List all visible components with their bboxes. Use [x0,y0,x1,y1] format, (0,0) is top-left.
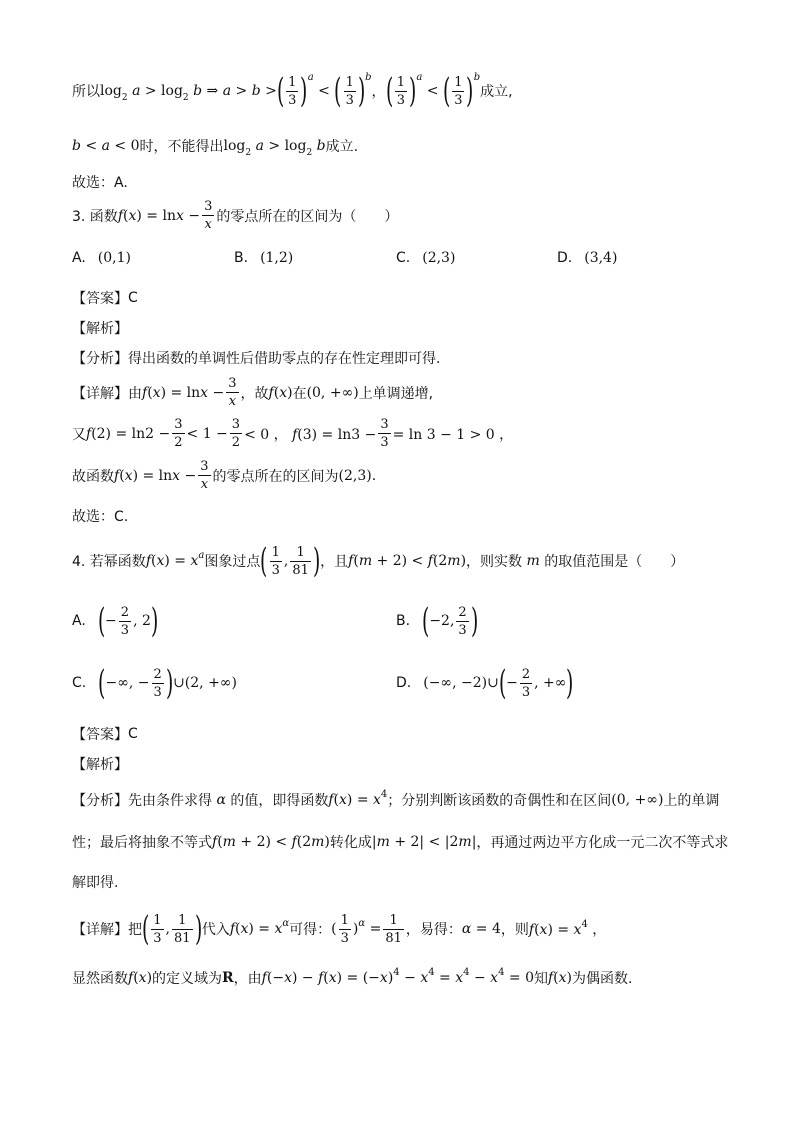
text: ，故 [240,385,269,402]
text: 先由条件求得 [128,793,212,809]
text: 图象过点 [204,554,261,570]
question-number: 3. 函数 [72,208,118,225]
option-value: (1,2) [260,250,294,266]
text: 成立, [480,84,513,100]
option-value: (0,1) [97,250,131,266]
solution-line-2: b < a < 0 时，不能得出 $\log_2 a > \log_2 b$ 成立. [72,138,359,158]
text: ，由 [233,971,262,987]
option-value: (3,4) [584,250,618,266]
text: 成立. [325,139,359,155]
text: 转化成 [329,835,372,851]
option-b[interactable] [234,250,293,266]
text: R [222,970,234,986]
fenxi-line [72,348,440,368]
option-b[interactable]: B. ( −2, $\frac{2}{3}$ ) [396,601,478,641]
detail-line-2: 显然函数 f(x) 的定义域为 R ，由 $f(-x) - f(x) = (-x)^4 - x^4 = x^4 - x^4 = 0$ 知 f(x) 为偶函数. [72,967,633,987]
detail-line-1: 【详解】 把 ( $\frac{1}{3}$ , $\frac{1}{81}$ ) 代入 $f(x) = x^\alpha$ 可得： ( $\frac{1}{3}$ )$^\alpha$ = $\frac{1}{81}$ ，易得： α = 4 ，则 $f(x) = x^4$ ， [72,909,607,949]
text: 时，不能得出 [139,139,224,155]
fenxi-tag: 【分析】 [72,351,128,367]
text: 知 [533,971,548,987]
text: (2,3). [338,467,377,484]
text: 的值，即得函数 [230,793,329,809]
text: 在 [292,385,307,402]
text: 可得： [289,922,332,938]
fenxi-text: 得出函数的单调性后借助零点的存在性定理即可得. [128,351,441,367]
text: ，再通过两边平方化成一元二次不等式求 [476,835,729,851]
option-label: C. [72,675,87,691]
detail-line-3: 故函数 f(x) = lnx − $\frac{3}{x}$ 的零点所在的区间为 (2,3). [72,459,377,492]
answer-value: C [128,726,138,742]
answer-value: C [128,290,138,306]
detail-tag: 【详解】 [72,385,128,402]
text: 为偶函数. [572,971,633,987]
text: 上的单调 [663,793,720,809]
question-text: 的零点所在的区间为（ ） [216,208,399,225]
text: 故函数 [72,468,114,485]
question-4: 4. 若幂函数 $f(x) = x^a$ 图象过点 ( $\frac{1}{3}$ , $\frac{1}{81}$ ) ，且 f(m + 2) < f(2m) ，则实数 m 的取值范围是（ ） [72,541,685,581]
fenxi-line-3: 解即得. [72,875,119,891]
option-label: B. [396,613,411,629]
answer-line [72,288,138,308]
option-d[interactable] [557,250,617,266]
choose-line-q3: 故选：C. [72,509,129,525]
question-3: 3. 函数 f(x) = lnx − $\frac{3}{x}$ 的零点所在的区间为（ ） [72,199,399,232]
text: ；分别判断该函数的奇偶性和在区间 [387,793,612,809]
text: ，则 [500,922,529,938]
option-label: A. [72,250,86,266]
answer-tag: 【答案】 [72,727,128,743]
option-label: D. [557,250,573,266]
text: 由 [128,385,142,402]
analysis-tag: 【解析】 [72,321,128,337]
detail-line-1: 【详解】 由 f(x) = lnx − $\frac{3}{x}$ ，故 f(x) 在 (0, +∞) 上单调递增, [72,376,434,409]
choose-line: 故选：A. [72,175,128,191]
option-label: D. [396,675,412,691]
option-value: (2,3) [422,250,456,266]
fenxi-line-1: 【分析】 先由条件求得 α 的值，即得函数 $f(x) = x^4$ ；分别判断该函数的奇偶性和在区间 (0, +∞) 上的单调 [72,789,720,809]
solution-line-1: 所以 $\log_2 a > \log_2 b$ ⇒ a > b > ( $\frac{1}{3}$ ) a < ( $\frac{1}{3}$ ) b ， ( $\frac{1}{3}$ ) a < ( $\frac{1}{3}$ ) b 成立, [72,71,513,111]
detail-line-2: 又 f(2) = ln2 − $\frac{3}{2}$ < 1 − $\frac{3}{2}$ < 0 ， f(3) = ln3 − $\frac{3}{3}$ = ln 3 − 1 > 0 ， [72,417,514,450]
answer-tag: 【答案】 [72,291,128,307]
option-label: A. [72,613,86,629]
text: 性；最后将抽象不等式 [72,835,212,851]
option-c[interactable]: C. ( −∞, − $\frac{2}{3}$ ) ∪(2, +∞) [72,663,237,703]
text: 显然函数 [72,971,128,987]
answer-line [72,724,138,744]
detail-tag: 【详解】 [72,922,128,938]
text: 把 [128,922,142,938]
analysis-tag: 【解析】 [72,757,128,773]
text: ，且 [320,554,349,570]
text: ，易得： [405,922,462,938]
text: 的零点所在的区间为 [212,468,339,485]
text: 所以 [72,84,100,100]
option-c[interactable] [396,250,455,266]
option-label: C. [396,250,411,266]
question-number: 4. 若幂函数 [72,554,146,570]
text: ，则实数 [466,554,523,570]
text: 的取值范围是（ ） [544,554,685,570]
text: 上单调递增, [358,385,434,402]
option-a[interactable] [72,250,131,266]
text: 代入 [201,922,230,938]
text: 的定义域为 [152,971,223,987]
text: 又 [72,426,86,443]
fenxi-line-2: 性；最后将抽象不等式 f(m + 2) < f(2m) 转化成 |m + 2| < |2m| ，再通过两边平方化成一元二次不等式求 [72,834,729,851]
fenxi-tag: 【分析】 [72,793,128,809]
option-a[interactable]: A. ( − $\frac{2}{3}$ , 2 ) [72,601,159,641]
option-label: B. [234,250,249,266]
option-d[interactable]: D. (−∞, −2)∪ ( − $\frac{2}{3}$ , +∞ ) [396,663,574,703]
